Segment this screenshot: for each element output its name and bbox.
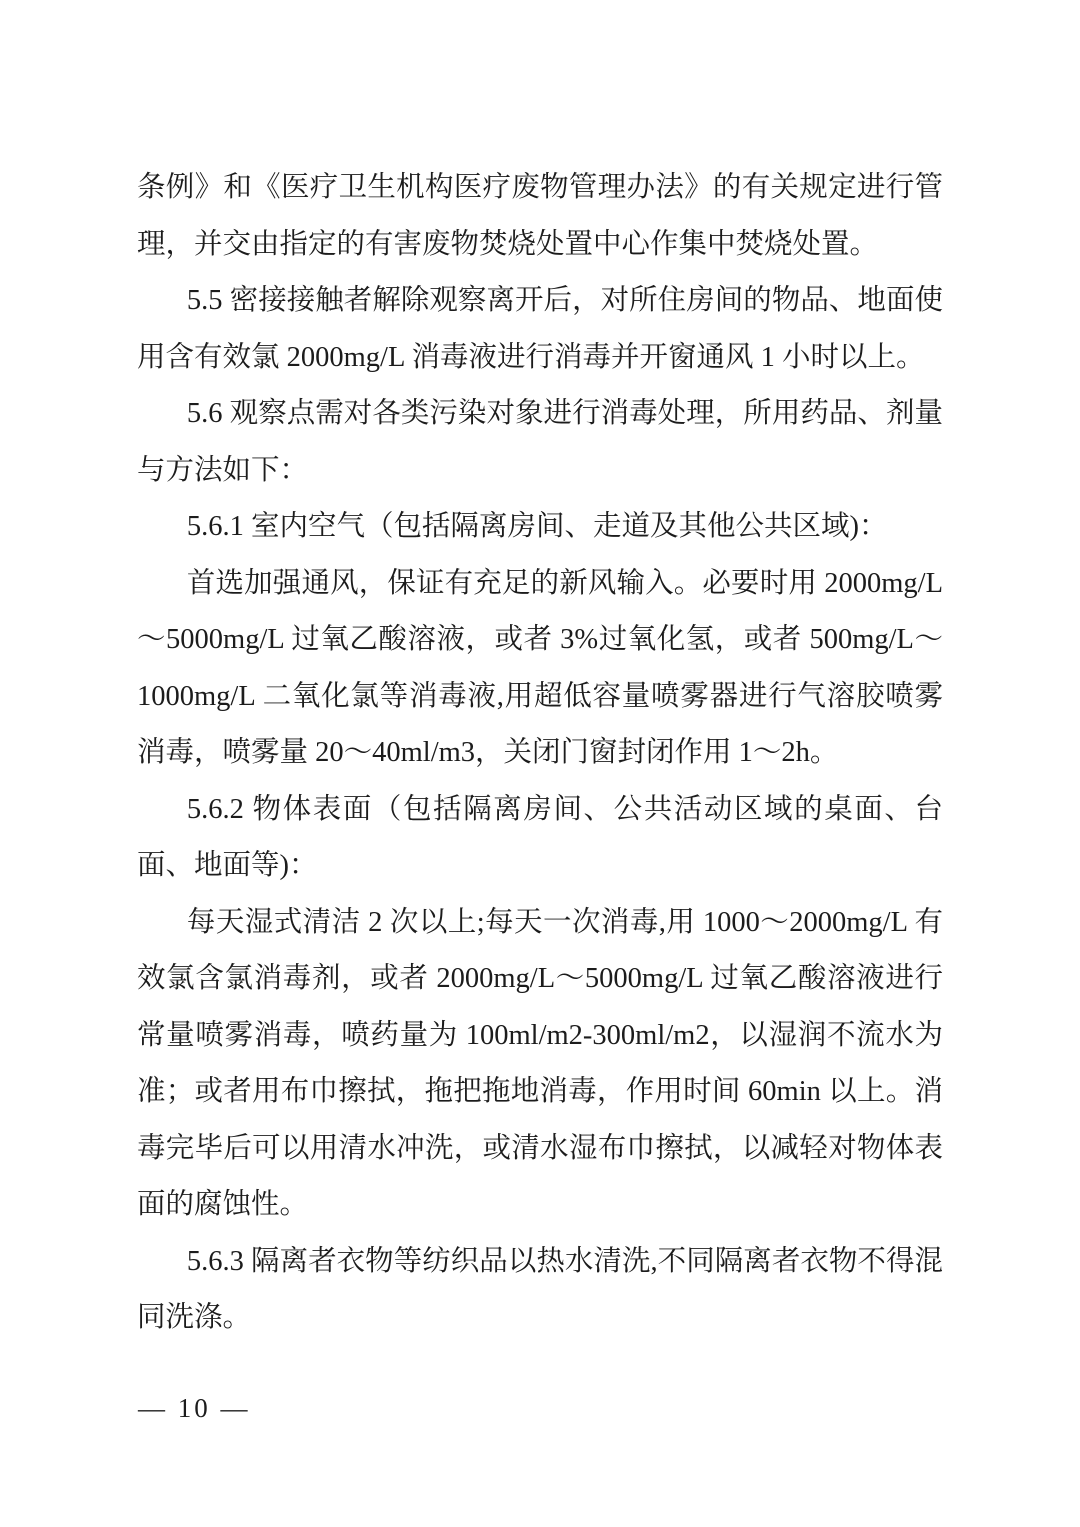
page-number: — 10 — bbox=[138, 1393, 251, 1423]
paragraph-surface-disinfection: 每天湿式清洁 2 次以上;每天一次消毒,用 1000～2000mg/L 有效氯含氯消毒剂，或者 2000mg/L～5000mg/L 过氧乙酸溶液进行常量喷雾消毒，喷药量为 100ml/m2-300ml/m2，以湿润不流水为准；或者用布巾擦拭，拖把拖地消毒，作用时间 60min 以上。消毒完毕后可以用清水冲洗，或清水湿布巾擦拭，以减轻对物体表面的腐蚀性。 bbox=[137, 906, 943, 1220]
page-footer bbox=[138, 1391, 251, 1425]
paragraph-indoor-air-disinfection: 首选加强通风，保证有充足的新风输入。必要时用 2000mg/L～5000mg/L 过氧乙酸溶液，或者 3%过氧化氢，或者 500mg/L～1000mg/L 二氧化氯等消毒液,用超低容量喷雾器进行气溶胶喷雾消毒，喷雾量 20～40ml/m3，关闭门窗封闭作用 1～2h。 bbox=[137, 567, 943, 768]
document-body bbox=[137, 160, 943, 1347]
paragraph-section-5-6-2: 5.6.2 物体表面（包括隔离房间、公共活动区域的桌面、台面、地面等)： bbox=[137, 793, 943, 881]
paragraph-section-5-5: 5.5 密接接触者解除观察离开后，对所住房间的物品、地面使用含有效氯 2000mg/L 消毒液进行消毒并开窗通风 1 小时以上。 bbox=[137, 285, 943, 373]
paragraph-section-5-6-3: 5.6.3 隔离者衣物等纺织品以热水清洗,不同隔离者衣物不得混同洗涤。 bbox=[137, 1245, 943, 1333]
paragraph-section-5-6-1: 5.6.1 室内空气（包括隔离房间、走道及其他公共区域)： bbox=[186, 511, 888, 542]
paragraph-waste-management-continuation: 条例》和《医疗卫生机构医疗废物管理办法》的有关规定进行管理，并交由指定的有害废物焚烧处置中心作集中焚烧处置。 bbox=[137, 172, 943, 260]
paragraph-section-5-6: 5.6 观察点需对各类污染对象进行消毒处理，所用药品、剂量与方法如下： bbox=[137, 398, 943, 486]
